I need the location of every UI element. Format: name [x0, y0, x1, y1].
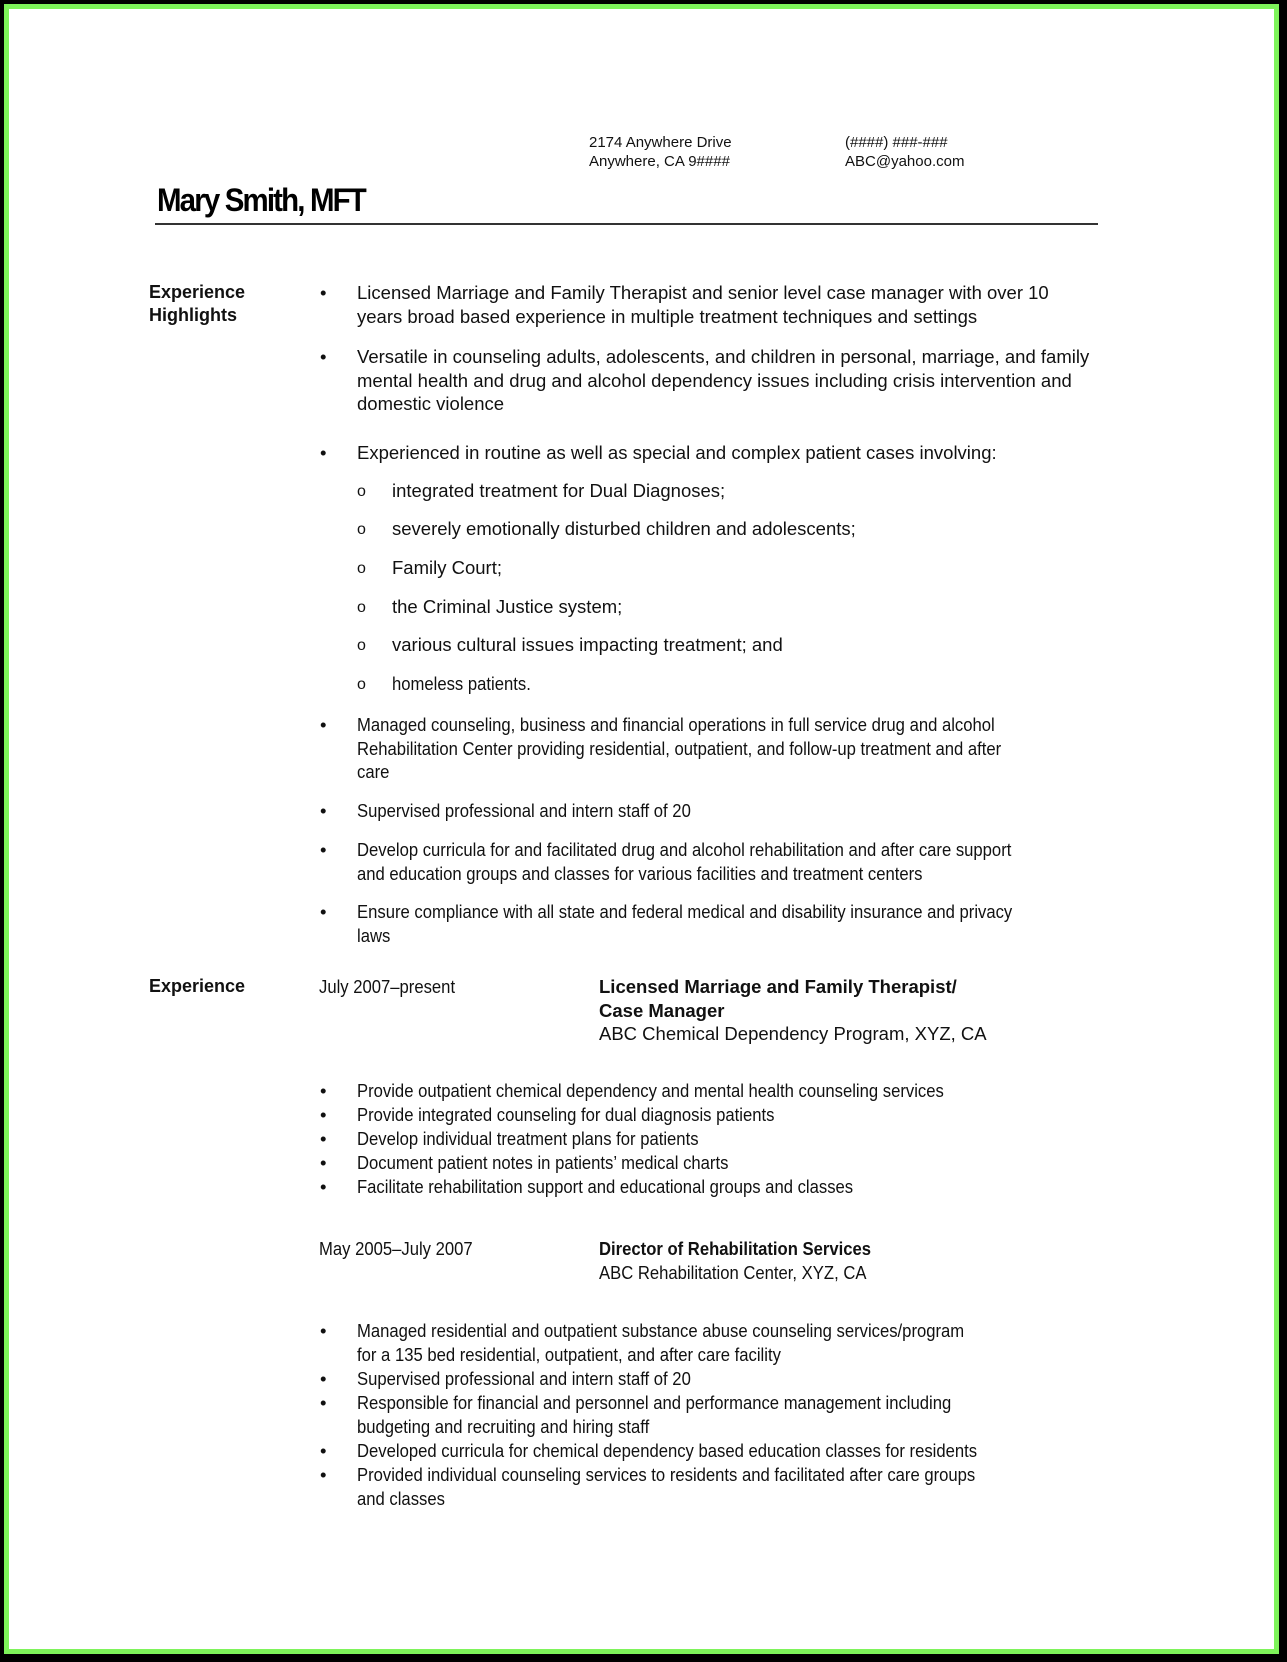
- label-line-2: Highlights: [149, 305, 237, 325]
- text-line: integrated treatment for Dual Diagnoses;: [392, 480, 726, 501]
- bullet-icon: •: [320, 800, 327, 821]
- bullet-text: [357, 1175, 1068, 1199]
- job-2-header: [599, 1237, 901, 1284]
- bullet-icon: •: [320, 839, 327, 860]
- contact-block: [845, 133, 964, 171]
- header-divider: [155, 223, 1098, 225]
- text-line: Family Court;: [392, 557, 502, 578]
- bullet-text: [357, 1439, 1068, 1463]
- bullet-text: [357, 441, 1147, 465]
- job-1-title-line-2: Case Manager: [599, 999, 725, 1021]
- bullet-text: [357, 713, 1068, 784]
- bullet-text: [357, 1127, 1068, 1151]
- job-1-title-line-1: Licensed Marriage and Family Therapist/: [599, 976, 957, 997]
- text-line: budgeting and recruiting and hiring staff: [357, 1415, 650, 1437]
- bullet-icon: •: [320, 1128, 327, 1149]
- text-line: for a 135 bed residential, outpatient, and after care facility: [357, 1343, 781, 1365]
- candidate-name: Mary Smith, MFT: [157, 182, 365, 218]
- bullet-text: [357, 345, 1147, 416]
- resume-page: [9, 9, 1274, 1649]
- bullet-text: [357, 1391, 1068, 1438]
- sub-bullet-icon: o: [357, 483, 366, 500]
- text-line: Ensure compliance with all state and federal medical and disability insurance and privacy: [357, 901, 1013, 922]
- text-line: severely emotionally disturbed children and adolescents;: [392, 518, 856, 539]
- text-line: Rehabilitation Center providing residential, outpatient, and follow-up treatment and after: [357, 737, 1002, 759]
- text-line: Develop individual treatment plans for patients: [357, 1128, 699, 1149]
- text-line: Provided individual counseling services to residents and facilitated after care groups: [357, 1464, 976, 1485]
- bullet-icon: •: [320, 901, 327, 922]
- text-line: Provide integrated counseling for dual diagnosis patients: [357, 1104, 775, 1125]
- bullet-text: [357, 1319, 1068, 1366]
- text-line: Facilitate rehabilitation support and educational groups and classes: [357, 1176, 854, 1197]
- bullet-text: [392, 672, 531, 696]
- bullet-text: [357, 1151, 1068, 1175]
- text-line: and education groups and classes for various facilities and treatment centers: [357, 862, 923, 884]
- text-line: Responsible for financial and personnel and performance management including: [357, 1392, 952, 1413]
- text-line: laws: [357, 924, 391, 946]
- bullet-icon: •: [320, 1320, 327, 1341]
- bullet-text: [357, 1367, 1068, 1391]
- bullet-text: [392, 517, 856, 541]
- bullet-text: [357, 1463, 1068, 1510]
- bullet-text: [392, 633, 783, 657]
- email-address: ABC@yahoo.com: [845, 153, 965, 170]
- text-line: homeless patients.: [392, 673, 531, 694]
- bullet-icon: •: [320, 1176, 327, 1197]
- text-line: Supervised professional and intern staff of 20: [357, 800, 691, 821]
- bullet-icon: •: [320, 1392, 327, 1413]
- job-1-employer: ABC Chemical Dependency Program, XYZ, CA: [599, 1023, 987, 1044]
- text-line: Developed curricula for chemical dependency based education classes for residents: [357, 1440, 978, 1461]
- bullet-icon: •: [320, 282, 327, 303]
- text-line: Supervised professional and intern staff of 20: [357, 1368, 691, 1389]
- job-2-dates: May 2005–July 2007: [319, 1238, 473, 1259]
- bullet-icon: •: [320, 1080, 327, 1101]
- sub-bullet-icon: o: [357, 521, 366, 538]
- bullet-icon: •: [320, 1440, 327, 1461]
- bullet-icon: •: [320, 714, 327, 735]
- sub-bullet-icon: o: [357, 599, 366, 616]
- bullet-text: [357, 1079, 1068, 1103]
- bullet-text: [357, 799, 1068, 823]
- text-line: Managed counseling, business and financial operations in full service drug and alcohol: [357, 714, 995, 735]
- sub-bullet-icon: o: [357, 560, 366, 577]
- bullet-text: [392, 595, 622, 619]
- text-line: Experienced in routine as well as special and complex patient cases involving:: [357, 442, 997, 463]
- text-line: Develop curricula for and facilitated drug and alcohol rehabilitation and after care support: [357, 839, 1012, 860]
- sub-bullet-icon: o: [357, 637, 366, 654]
- text-line: the Criminal Justice system;: [392, 596, 623, 617]
- bullet-text: [357, 1103, 1068, 1127]
- text-line: mental health and drug and alcohol dependency issues including crisis intervention and: [357, 369, 1072, 391]
- address-block: [589, 133, 732, 171]
- text-line: Document patient notes in patients’ medical charts: [357, 1152, 729, 1173]
- bullet-icon: •: [320, 442, 327, 463]
- address-line-1: 2174 Anywhere Drive: [589, 134, 732, 151]
- section-label-experience: Experience: [149, 976, 246, 996]
- address-line-2: Anywhere, CA 9####: [589, 153, 730, 170]
- text-line: and classes: [357, 1487, 445, 1509]
- text-line: Provide outpatient chemical dependency and mental health counseling services: [357, 1080, 944, 1101]
- bullet-icon: •: [320, 1104, 327, 1125]
- text-line: years broad based experience in multiple treatment techniques and settings: [357, 305, 978, 327]
- text-line: various cultural issues impacting treatment; and: [392, 634, 783, 655]
- job-1-dates: July 2007–present: [319, 976, 456, 997]
- bullet-text: [392, 479, 725, 503]
- text-line: Versatile in counseling adults, adolescents, and children in personal, marriage, and family: [357, 346, 1090, 367]
- text-line: care: [357, 761, 390, 782]
- job-2-title: Director of Rehabilitation Services: [599, 1238, 872, 1259]
- bullet-icon: •: [320, 1464, 327, 1485]
- bullet-text: [357, 838, 1068, 885]
- bullet-icon: •: [320, 1152, 327, 1173]
- phone-number: (####) ###-###: [845, 134, 948, 151]
- bullet-text: [392, 556, 502, 580]
- bullet-icon: •: [320, 1368, 327, 1389]
- job-2-employer: ABC Rehabilitation Center, XYZ, CA: [599, 1261, 867, 1283]
- text-line: domestic violence: [357, 393, 505, 414]
- label-line-1: Experience: [149, 282, 246, 302]
- section-label-highlights: [149, 281, 245, 327]
- text-line: Licensed Marriage and Family Therapist and senior level case manager with over 10: [357, 282, 1049, 303]
- job-1-header: [599, 975, 987, 1046]
- bullet-text: [357, 900, 1068, 947]
- text-line: Managed residential and outpatient substance abuse counseling services/program: [357, 1320, 965, 1341]
- bullet-text: [357, 281, 1147, 328]
- sub-bullet-icon: o: [357, 676, 366, 693]
- bullet-icon: •: [320, 346, 327, 367]
